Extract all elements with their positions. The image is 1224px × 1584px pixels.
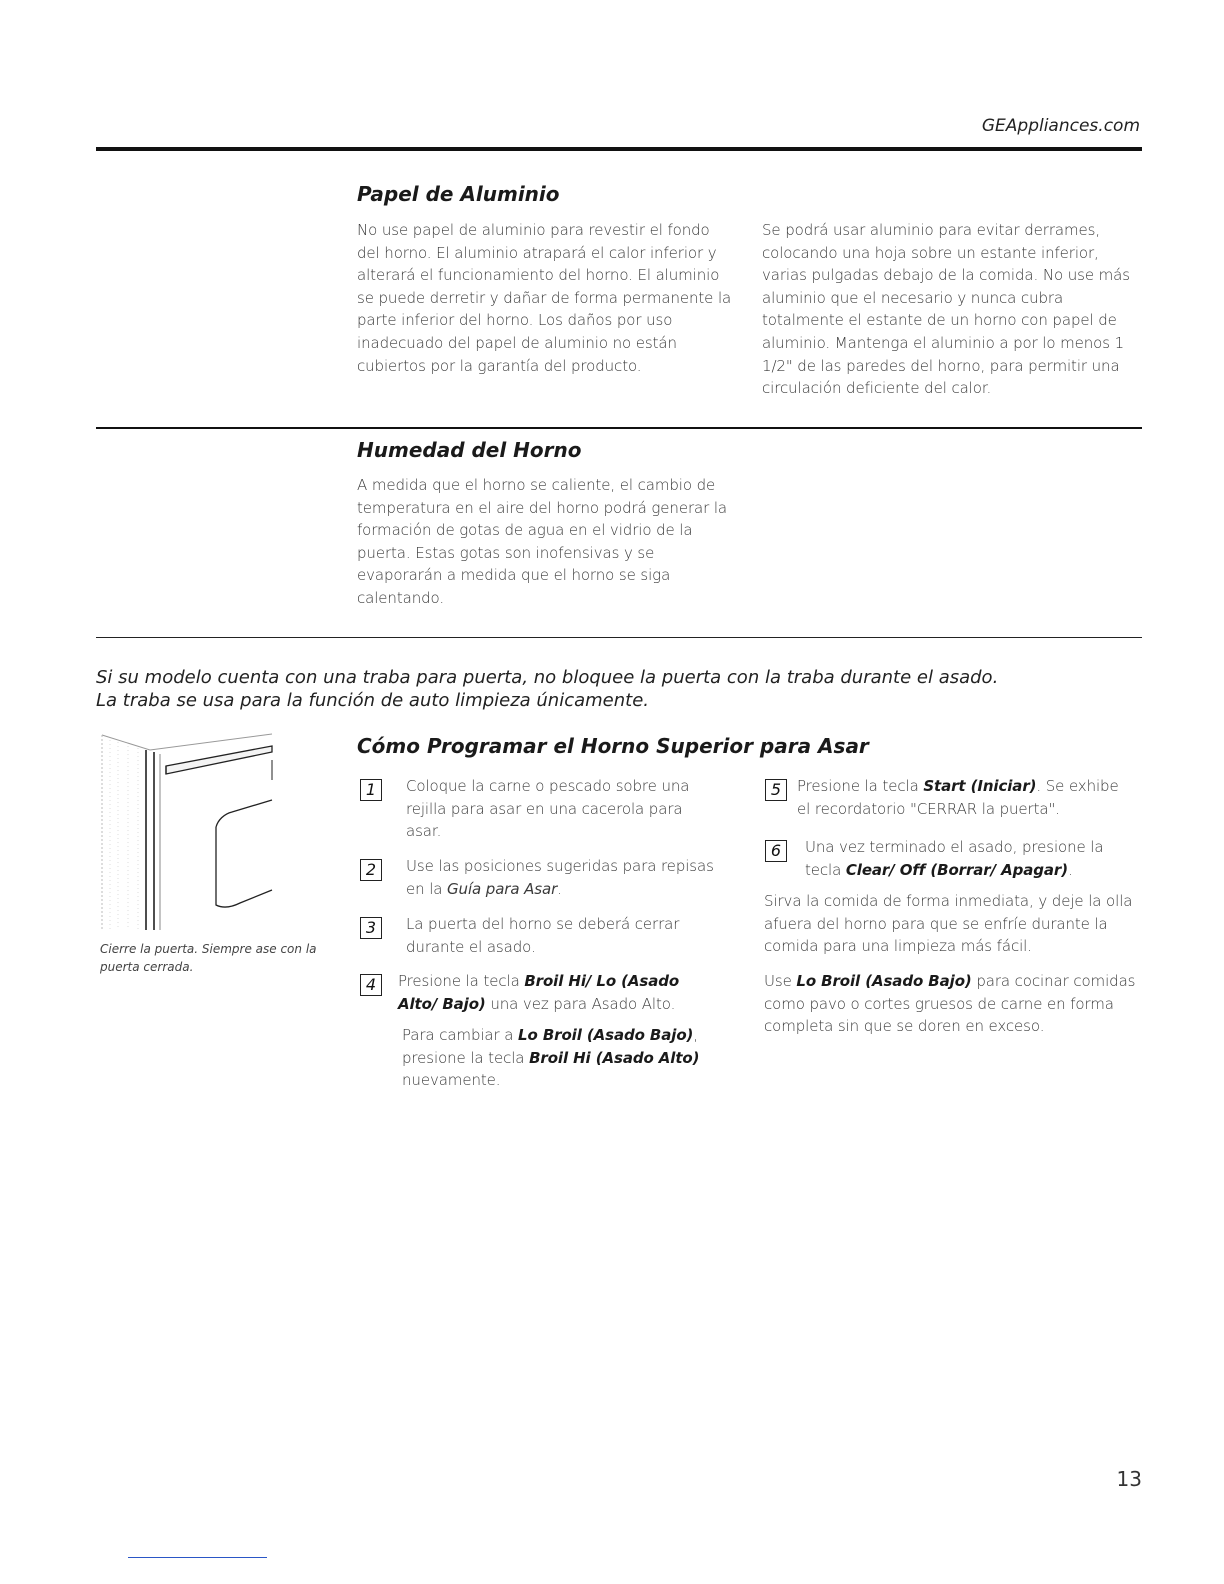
step-4-note: Para cambiar a Lo Broil (Asado Bajo), presione la tecla Broil Hi (Asado Alto) nuevamente. xyxy=(402,1026,700,1090)
key-clear-off: Clear/ Off (Borrar/ Apagar) xyxy=(845,860,1068,879)
step-number: 5 xyxy=(765,779,787,801)
page-number: 13 xyxy=(1116,1467,1142,1491)
oven-icon xyxy=(100,730,280,938)
step-text: Presione la tecla Start (Iniciar). Se exhibe el recordatorio "CERRAR la puerta". xyxy=(797,777,1119,818)
step-number: 6 xyxy=(765,840,787,862)
step-number: 4 xyxy=(360,974,382,996)
footer-line xyxy=(128,1557,267,1558)
header-rule xyxy=(96,147,1142,151)
serve-text: Sirva la comida de forma inmediata, y deje la olla afuera del horno para que se enfríe durante la comida para una limpieza más fácil. xyxy=(764,892,1133,956)
step-text: Una vez terminado el asado, presione la tecla Clear/ Off (Borrar/ Apagar). xyxy=(805,838,1104,879)
step-text: La puerta del horno se deberá cerrar durante el asado. xyxy=(406,915,680,956)
divider-2 xyxy=(96,637,1142,638)
key-broil-hi-lo: Broil Hi/ Lo (Asado Alto/ Bajo) xyxy=(398,972,680,1013)
step-number: 3 xyxy=(360,917,382,939)
step-number: 2 xyxy=(360,859,382,881)
step-text: Coloque la carne o pescado sobre una rejilla para asar en una cacerola para asar. xyxy=(406,777,690,841)
key-start: Start (Iniciar) xyxy=(923,777,1037,795)
heading-programar-asar: Cómo Programar el Horno Superior para Asar xyxy=(357,734,869,758)
step-text: Presione la tecla Broil Hi/ Lo (Asado Alto/ Bajo) una vez para Asado Alto. xyxy=(398,972,680,1013)
note-line-1: Si su modelo cuenta con una traba para puerta, no bloquee la puerta con la traba durante el asado. xyxy=(96,667,999,688)
lo-broil-text: Use Lo Broil (Asado Bajo) para cocinar comidas como pavo o cortes gruesos de carne en forma completa sin que se doren en exceso. xyxy=(764,972,1136,1036)
key-lo-broil-2: Lo Broil (Asado Bajo) xyxy=(796,972,972,990)
step-number: 1 xyxy=(360,779,382,801)
heading-papel-aluminio: Papel de Aluminio xyxy=(357,182,560,206)
illustration-caption: Cierre la puerta. Siempre ase con la puerta cerrada. xyxy=(100,942,317,974)
heading-humedad: Humedad del Horno xyxy=(357,438,582,462)
divider-1 xyxy=(96,427,1142,429)
guide-reference: Guía para Asar xyxy=(447,879,558,898)
oven-door-illustration xyxy=(100,730,280,938)
key-broil-hi: Broil Hi (Asado Alto) xyxy=(529,1048,700,1067)
key-lo-broil: Lo Broil (Asado Bajo) xyxy=(518,1026,694,1044)
aluminio-left-text: No use papel de aluminio para revestir el fondo del horno. El aluminio atrapará el calor inferior y alterará el funcionamiento del horno. El aluminio se puede derretir y dañar de forma permanente la parte inferior del horno. Los daños por uso inadecuado del papel de aluminio no están cubiertos por la garantía del producto. xyxy=(357,221,732,375)
step-text: Use las posiciones sugeridas para repisas en la Guía para Asar. xyxy=(406,857,714,898)
note-line-2: La traba se usa para la función de auto limpieza únicamente. xyxy=(96,690,650,711)
aluminio-right-text: Se podrá usar aluminio para evitar derrames, colocando una hoja sobre un estante inferior, varias pulgadas debajo de la comida. No use más aluminio que el necesario y nunca cubra totalmente el estante de un horno con papel de aluminio. Mantenga el aluminio a por lo menos 1 1/2" de las paredes del horno, para permitir una circulación deficiente del calor. xyxy=(762,221,1130,398)
site-url: GEAppliances.com xyxy=(981,116,1140,136)
humedad-text: A medida que el horno se caliente, el cambio de temperatura en el aire del horno podrá generar la formación de gotas de agua en el vidrio de la puerta. Estas gotas son inofensivas y se evaporarán a medida que el horno se siga calentando. xyxy=(357,476,727,607)
door-lock-note xyxy=(96,666,998,712)
